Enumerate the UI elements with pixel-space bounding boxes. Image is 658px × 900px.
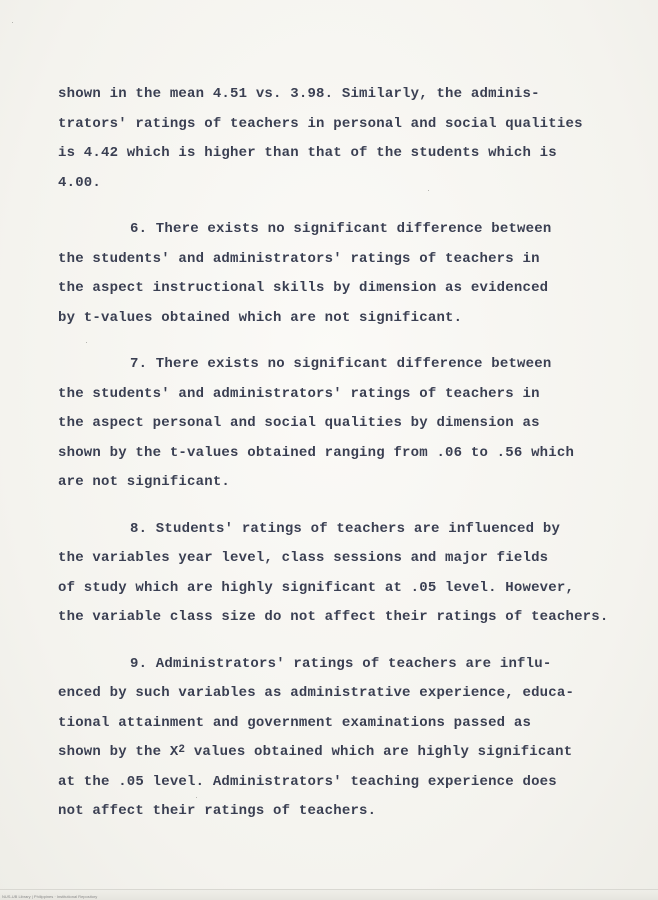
- text-line: not affect their ratings of teachers.: [58, 803, 377, 819]
- text-line: the variable class size do not affect their ratings of teachers.: [58, 609, 609, 625]
- text-line: [58, 738, 648, 768]
- text-line: the variables year level, class sessions and major fields: [58, 550, 549, 566]
- superscript: 2: [178, 744, 186, 756]
- text-segment: values obtained which are highly significant: [185, 744, 573, 760]
- text-line: the aspect instructional skills by dimension as evidenced: [58, 280, 549, 296]
- text-line: 7. There exists no significant difference between: [130, 356, 552, 372]
- paragraph-continuation: [58, 80, 648, 198]
- scan-footer: [0, 889, 658, 900]
- text-line: the aspect personal and social qualities by dimension as: [58, 415, 540, 431]
- finding-item-6: [58, 215, 648, 333]
- text-line: by t-values obtained which are not significant.: [58, 309, 463, 326]
- footer-text: NUS-UB Library | Philippines · Institutional Repository: [2, 894, 98, 899]
- text-line: the students' and administrators' ratings of teachers in: [58, 385, 540, 402]
- text-line: is 4.42 which is higher than that of the students which is: [58, 145, 557, 161]
- scan-speck: [12, 22, 13, 23]
- text-line: of study which are highly significant at .05 level. However,: [58, 579, 575, 596]
- text-line: 4.00.: [58, 174, 102, 191]
- text-line: 8. Students' ratings of teachers are influenced by: [130, 520, 561, 537]
- text-line: tional attainment and government examinations passed as: [58, 714, 532, 731]
- text-line: enced by such variables as administrative experience, educa-: [58, 685, 575, 701]
- text-line: 6. There exists no significant difference between: [130, 221, 552, 237]
- text-segment: shown by the X: [58, 744, 179, 760]
- finding-item-9: [58, 650, 648, 827]
- finding-item-7: [58, 350, 648, 498]
- text-line: trators' ratings of teachers in personal and social qualities: [58, 115, 583, 132]
- text-line: at the .05 level. Administrators' teaching experience does: [58, 773, 557, 790]
- text-line: shown by the t-values obtained ranging from .06 to .56 which: [58, 444, 575, 461]
- text-line: the students' and administrators' ratings of teachers in: [58, 250, 540, 267]
- text-line: 9. Administrators' ratings of teachers are influ-: [130, 655, 552, 672]
- finding-item-8: [58, 515, 648, 633]
- text-line: are not significant.: [58, 474, 231, 490]
- text-line: shown in the mean 4.51 vs. 3.98. Similarly, the adminis-: [58, 86, 540, 102]
- body-text: [58, 80, 648, 827]
